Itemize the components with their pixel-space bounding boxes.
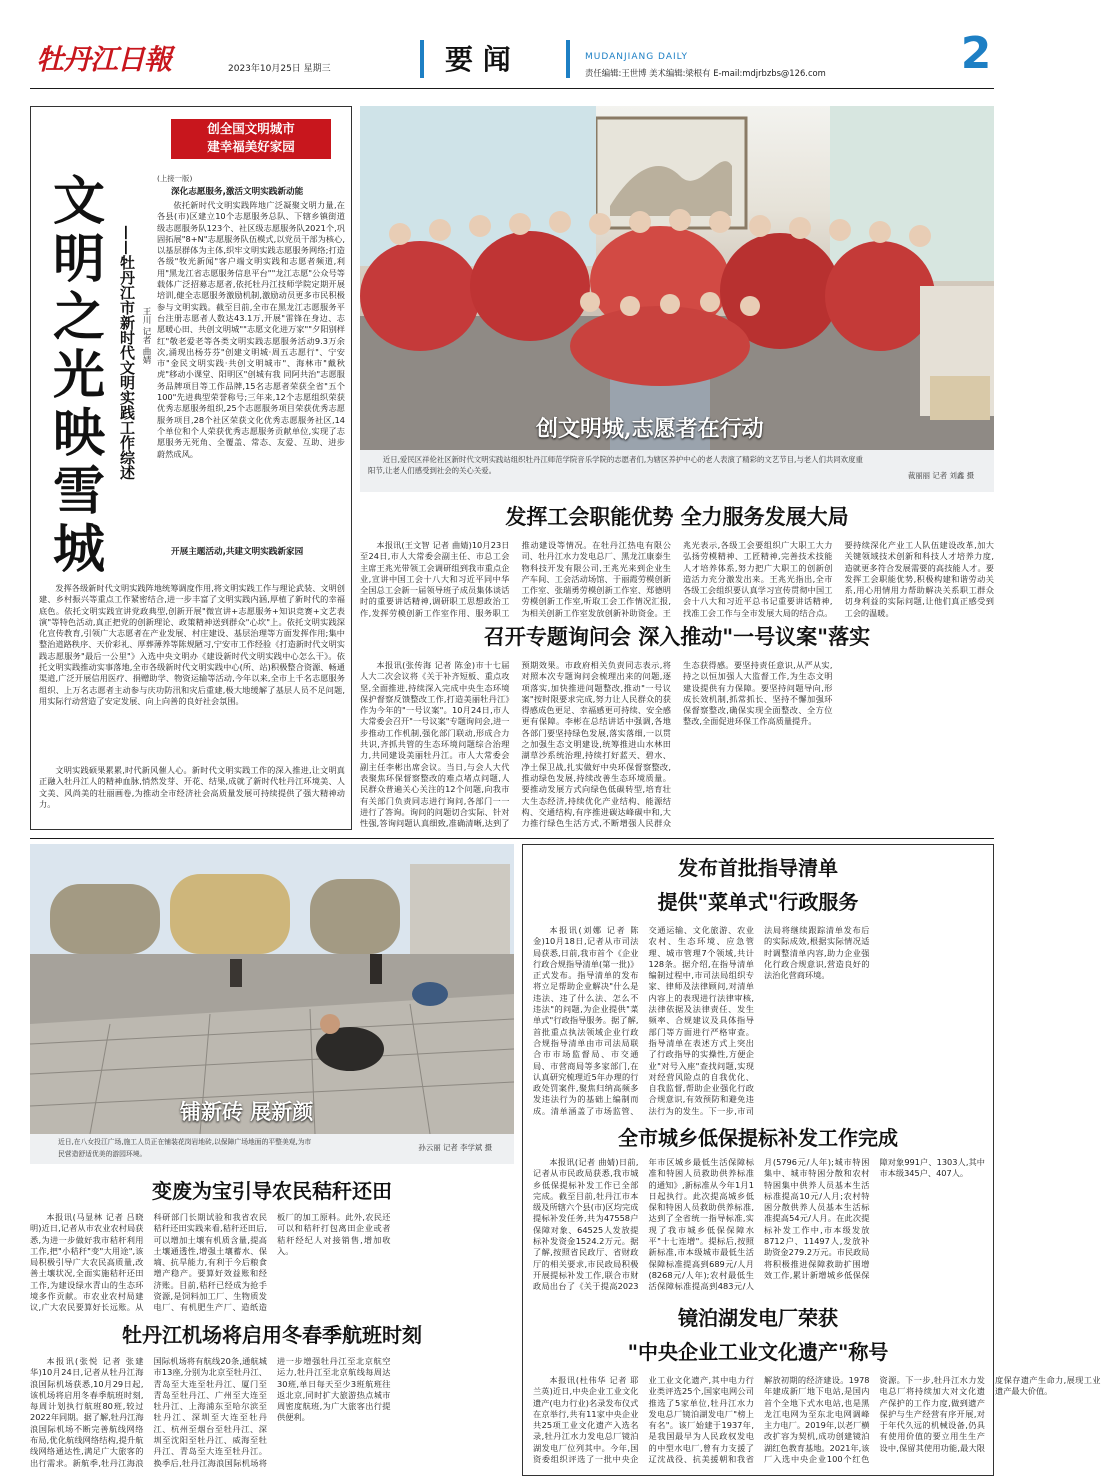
- article1-headline: 发挥工会职能优势 全力服务发展大局: [505, 504, 849, 529]
- masthead: [0, 0, 1024, 96]
- photo-bottom-title: 铺新砖 展新颜: [180, 1099, 314, 1124]
- right-box: [522, 844, 1101, 1476]
- article5-body: 本报讯(马显林 记者 吕晓明)近日,记者从市农业农村局获悉,为进一步做好我市秸秆利用工作,把"小秸秆"变"大用途",该局积极引导广大农民高质量,改善土壤状况,全面实施秸秆还田工作,为建设绿水青山的生态环境多作贡献。市农业农村局建议,广大农民要算好长远账。从科研部门长期试验和我省农民秸秆还田实践来看,秸秆还田后,可以增加土壤有机质含量,提高土壤通透性,增强土壤蓄水、保墒、抗旱能力,有利于今后粮食增产稳产。要算好效益账和经济账。目前,秸秆已经成为抢手资源,是饲料加工厂、生物质发电厂、有机肥生产厂、造纸造板厂的加工原料。此外,农民还可以和秸秆打包离田企业或者秸秆经纪人对接销售,增加收入。: [30, 1212, 391, 1313]
- feature-paragraph-3: 文明实践硕果累累,时代新风催人心。新时代文明实践工作的深入推进,让文明真正融入牡丹江人的精神血脉,悄然发芽、开花、结果,成就了新时代牡丹江环境美、人文美、风尚美的壮丽画卷,为推动全市经济社会高质量发展可持续提供了强大精神动力。: [39, 765, 345, 809]
- tree-line: [50, 874, 400, 954]
- article1-body: 本报讯(王文智 记者 曲婧)10月23日至24日,市人大常委会副主任、市总工会主席王兆光带领工会调研组到我市重点企业,宣讲中国工会十八大和习近平同中华全国总工会新一届领导班子成员集体谈话时的重要讲话精神,调研职工思想政治工作,发挥劳模创新工作室作用、服务职工推动建设等情况。在牡丹江热电有限公司、牡丹江水力发电总厂、黑龙江康泰生物科技开发有限公司,王兆光来到企业生产车间、工会活动场馆、于丽霞劳模创新工作室、张瑞勇劳模创新工作室、郑德明劳模创新工作室,听取工会工作情况汇报,为相关创新工作室发放创新补助资金。王兆光表示,各级工会要组织广大职工大力弘扬劳模精神、工匠精神,完善技术技能人才培养体系,努力把广大职工的创新创造活力充分激发出来。王兆光指出,全市各级工会组织要认真学习宣传贯彻中国工会十八大和习近平总书记重要讲话精神,找准工会工作与全市发展大局的结合点。要持续深化产业工人队伍建设改革,加大关键领域技术创新和科技人才培养力度,造就更多符合发展需要的高技能人才。要发挥工会职能优势,积极构建和谐劳动关系,用心用情用力帮助解决关系职工群众切身利益的实际问题,让他们真正感受到工会的温暖。: [360, 540, 994, 618]
- feature-badge: [171, 119, 331, 159]
- article4-body: 本报讯(记者 曲婧)日前,记者从市民政局获悉,我市城乡低保提标补发工作已全部完成。截至目前,牡丹江市本级及所辖六个县(市)区均完成提标补发任务,共为47558户保障对象、64525人发放提标补发资金1524.2万元。据了解,按照省民政厅、省财政厅的相关要求,市民政局积极开展提标补发工作,联合市财政局出台了《关于提高2023年市区城乡最低生活保障标准和特困人员救助供养标准的通知》,新标准从今年1月1日起执行。此次提高城乡低保和特困人员救助供养标准,达到了全省统一指导标准,实现了我市城乡低保保障水平"十七连增"。提标后,按照新标准,市本级城市最低生活保障标准提高到689元/人月(8268元/人年);农村最低生活保障标准提高到483元/人月(5796元/人年);城市特困集中、城市特困分散和农村特困集中供养人员基本生活标准提高10元/人月;农村特困分散供养人员基本生活标准提高54元/人月。在此次提标补发工作中,市本级发放8712户、11497人,发放补助资金279.2万元。市民政局将积极推进保障救助扩围增效工作,累计新增城乡低保保障对象991户、1303人,其中市本级345户、407人。: [533, 1157, 985, 1292]
- mid-rule: [30, 838, 994, 839]
- article4-headline: 全市城乡低保提标补发工作完成: [618, 1126, 898, 1150]
- photo-top-caption-box: [360, 450, 994, 492]
- feature-column-top: [157, 173, 345, 577]
- feature-column-bottom: [39, 583, 345, 825]
- english-title: MUDANJIANG DAILY: [585, 52, 688, 62]
- feature-subtitle: ——牡丹江市新时代文明实践工作综述: [118, 225, 136, 480]
- feature-title: 文明之光映雪城: [52, 171, 105, 580]
- issue-date: 2023年10月25日 星期三: [228, 64, 331, 74]
- feature-box: [30, 106, 352, 830]
- badge-line-1: 创全国文明城市: [207, 121, 295, 136]
- feature-byline: 王川 记者 曲婧: [141, 307, 151, 365]
- photo-bottom-caption: 近日,在八女投江广场,施工人员正在铺装花岗岩地砖,以保障广场地面的平整美观,为市民营造舒适优美的游园环境。: [58, 1138, 312, 1158]
- article5-headline: 变废为宝引导农民秸秆还田: [152, 1179, 392, 1203]
- article3-headline-2: 提供"菜单式"行政服务: [657, 890, 859, 914]
- feature-subhead-2: 开展主题活动,共建文明实践新家园: [171, 547, 304, 557]
- paving-photo-illustration: [30, 844, 514, 1134]
- page-number: 2: [960, 28, 992, 79]
- article7-body: 本报讯(杜伟华 记者 耶兰英)近日,中央企业工业文化遗产(电力行业)名录发布仪式在京举行,共有11家中央企业共25项工业文化遗产入选名录,牡丹江水力发电总厂镜泊湖发电厂位列其中。今年,国资委组织评选了一批中央企业工业文化遗产,其中电力行业类评选25个,国家电网公司推选了5家单位,牡丹江水力发电总厂镜泊湖发电厂"榜上有名"。该厂始建于1937年,是我国最早为人民政权发电的中型水电厂,曾有力支援了辽沈战役、抗美援朝和我省解放初期的经济建设。1978年建成新厂地下电站,是国内首个全地下式水电站,也是黑龙江电网为至东北电网调峰主力电厂。2019年,以老厂横改扩容为契机,成功创建镜泊湖红色教育基地。2021年,该厂入选中央企业100个红色资源。下一步,牡丹江水力发电总厂将持续加大对文化遗产保护的工作力度,做到遗产保护与生产经营有序开展,对于年代久远的机械设备,仍具有使用价值的要立用生生产设中,保留其使用功能,最大限度保存遗产生命力,展现工业遗产最大价值。: [533, 1375, 1101, 1465]
- volunteers-photo-illustration: [360, 106, 994, 450]
- article6-body: 本报讯(张悦 记者 张建华)10月24日,记者从牡丹江海浪国际机场获悉,10月29日起,该机场将启用冬春季航班时刻,每周计划执行航班80班,较过2022年同期。据了解,牡丹江海浪国际机场不断完善航线网络布局,优化航线网络结构,提升航线网络通达性,满足广大旅客的出行需求。新航季,牡丹江海浪国际机场将有航线20条,通航城市13座,分别为北京至牡丹江、青岛至大连至牡丹江、厦门至青岛至牡丹江、广州至大连至牡丹江、上海浦东至哈尔滨至牡丹江、深圳至大连至牡丹江、杭州至烟台至牡丹江、深圳至沈阳至牡丹江、威海至牡丹江、青岛至大连至牡丹江。换季后,牡丹江海浪国际机场将进一步增强牡丹江至北京航空运力,牡丹江至北京航线每周达30班,单日每天至少3班航班往返北京,同时扩大旅游热点城市周密度航班,为广大旅客出行提供便利。: [30, 1356, 391, 1468]
- newspaper-logo: 牡丹江日報: [36, 43, 172, 76]
- photo-top-title: 创文明城,志愿者在行动: [536, 416, 764, 442]
- article7-headline-1: 镜泊湖发电厂荣获: [678, 1306, 838, 1330]
- header-divider-left: [420, 40, 424, 78]
- article2-body: 本报讯(张传海 记者 陈金)市十七届人大二次会议将《关于补齐短板、重点攻坚,全面推进,持续深入完成中央生态环境保护督察反馈整改工作,打造美丽牡丹江》作为今年的"一号议案"。10月24日,市人大常委会召开"一号议案"专题询问会,进一步推动工作机制,强化部门联动,形成合力共识,齐抓共管的生态环境问题综合治理力,共同建设美丽牡丹江。市人大常委会副主任李彬出席会议。当日,与会人大代表聚焦环保督察整改的难点堵点问题,人民群众普遍关心关注的12个问题,向我市有关部门负责同志进行询问,各部门一一进行了答询。询问的问题切合实际、针对性强,答询问题认真细致,准确清晰,达到了预期效果。市政府相关负责同志表示,将对照本次专题询问会梳理出来的问题,逐项落实,加快推进问题整改,推动"一号议案"按时限要求完成,努力让人民群众的获得感成色更足、幸福感更可持续、安全感更有保障。李彬在总结讲话中强调,各地各部门要坚持绿色发展,落实落细,一以贯之加强生态文明建设,统筹推进山水林田湖草沙系统治理,持续打好蓝天、碧水、净土保卫战,扎实做好中央环保督察整改,推动绿色发展,持续改善生态环境质量。要推动发展方式向绿色低碳转型,培育壮大生态经济,持续优化产业结构、能源结构、交通结构,有序推进碳达峰碳中和,大力推行绿色生活方式,不断增强人民群众生态获得感。要坚持责任意识,从严从实,持之以恒加强人大监督工作,为生态文明建设提供有力保障。要坚持问题导向,形成长效机制,抓常抓长、坚持不懈加强环保督察整改,确保实现全面整改、全方位整改,全面促进环保工作高质量提升。: [360, 660, 833, 829]
- badge-line-2: 建幸福美好家园: [207, 139, 295, 154]
- paving-photo: [30, 844, 514, 1134]
- feature-subhead-1: 深化志愿服务,激活文明实践新动能: [171, 187, 304, 197]
- article2-headline: 召开专题询问会 深入推动"一号议案"落实: [483, 624, 871, 649]
- masthead-rule: [30, 88, 994, 89]
- feature-paragraph-2: 发挥各级新时代文明实践阵地统筹调度作用,将文明实践工作与理论武装、文明创建、乡村振兴等重点工作紧密结合,进一步丰富了文明实践内涵,厚植了新时代的幸福底色。依托文明实践宣讲党政典型,创新开展"微宣讲+志愿服务+知识竞赛+文艺表演"等特色活动,真正把党的创新理论、政策精神送到群众"心坎"上。依托文明实践深化宣传教育,引领广大志愿者在产业发展、村庄建设、基层治理等方面发挥作用;集中整治道路秩序、天价彩礼、厚葬薄养等陈规陋习,宁安市工作经验《打造新时代文明实践志愿服务"最后一公里"》入选中央文明办《建设新时代文明实践中心怎么干》。依托文明实践推动实事落地,全市各级新时代文明实践中心(所、站)积极整合资源、畅通渠道,广泛开展信用医疗、捐赠助学、物资运输等活动,今年以来,全市上千名志愿服务组织、上万名志愿者主动参与庆功防汛和灾后重建,极大地缓解了基层人员不足问题,用实际行动营造了安定发展、向上向善的良好社会氛围。: [39, 583, 345, 706]
- article7-headline-2: "中央企业工业文化遗产"称号: [627, 1340, 889, 1364]
- article6-headline: 牡丹江机场将启用冬春季航班时刻: [122, 1323, 422, 1347]
- header-divider-right: [566, 40, 570, 78]
- continued-marker: (上接一版): [157, 174, 193, 183]
- photo-bottom-credit: 孙云丽 记者 李学斌 摄: [418, 1143, 492, 1152]
- feature-paragraph-1: 依托新时代文明实践阵地广泛凝聚文明力量,在各县(市)区建立10个志愿服务总队、下辖乡镇街道级志愿服务队123个、社区级志愿服务队2021个,巩固拓展"8+N"志愿服务队伍模式,以党员干部为核心,以基层群体为主体,织牢文明实践志愿服务网络;打造各级"牧光新闻"客户端文明实践和志愿者频道,利用"黑龙江省志愿服务信息平台""龙江志愿"公众号等载体广泛招募志愿者,依托牡丹江技师学院定期开展培训,健全志愿服务激励机制,激励动员更多市民积极参与文明实践。截至目前,全市在黑龙江志愿服务平台注册志愿者人数达43.1万,开展"雷锋在身边、志愿暖心田、共创文明城""志愿文化进万家""夕阳别样红"敬老爱老等各类文明实践志愿服务活动9.3万余次,涌现出杨芬芬"创建文明城·周五志愿行"、宁安市"金民文明实践·共创文明城市"、海林市"戴秋虎"移动小课堂、阳明区"创城有我 同阿共治"志愿服务品牌项目等工作品牌,15名志愿者荣获全省"五个100"先进典型荣誉称号;三年来,12个志愿组织荣获优秀志愿服务组织,25个志愿服务项目荣获优秀志愿服务项目,28个社区荣获文化优秀志愿服务社区,14个单位和个人荣获优秀志愿服务贡献单位,实现了志愿服务无死角、全覆盖、常态、友爱、互助、进步蔚然成风。: [157, 200, 345, 459]
- editor-credits: 责任编辑:王世博 美术编辑:梁根有 E-mail:mdjrbzbs@126.com: [585, 68, 826, 78]
- article3-body: 本报讯(刘娜 记者 陈金)10月18日,记者从市司法局获悉,日前,我市首个《企业行政合规指导清单(第一批)》正式发布。指导清单的发布将立足帮助企业解决"什么是违法、违了什么法、怎么不违法"的问题,为企业提供"菜单式"行政指导服务。据了解,首批重点执法领域企业行政合规指导清单由市司法局联合市市场监督局、市交通局、市营商局等多家部门,在认真研究梳理近5年办理的行政处罚案件,聚焦归纳高频多发违法行为的基础上编制而成。清单涵盖了市场监管、交通运输、文化旅游、农业农村、生态环境、应急管理、城市管理7个领域,共计128条。据介绍,在指导清单编制过程中,市司法局组织专家、律师及法律顾问,对清单内容上的表现进行法律审核,法律依据及法律责任、发生频率、合规建议及具体指导部门等方面进行严格审查。指导清单在表述方式上突出了行政指导的实操性,方便企业"对号入座"查找问题,实现对经营风险点的自我优化、自我监督,帮助企业强化行政合规意识,有效预防和避免违法行为的发生。下一步,市司法局将继续跟踪清单发布后的实际成效,根据实际情况适时调整清单内容,助力企业强化行政合规意识,营造良好的法治化营商环境。: [533, 925, 870, 1116]
- article3-headline-1: 发布首批指导清单: [678, 856, 838, 880]
- photo-top-credit: 裁丽丽 记者 刘鑫 摄: [907, 471, 974, 480]
- volunteers-photo: [360, 106, 994, 450]
- section-name: 要 闻: [445, 43, 511, 76]
- photo-top-caption: 近日,爱民区祥伦社区新时代文明实践站组织牡丹江师范学院音乐学院的志愿者们,为辖区养护中心的老人表演了精彩的文艺节目,与老人们共同欢度重阳节,让老人们感受到社会的关心关爱。: [368, 455, 863, 475]
- photo-bottom-caption-box: [30, 1134, 514, 1164]
